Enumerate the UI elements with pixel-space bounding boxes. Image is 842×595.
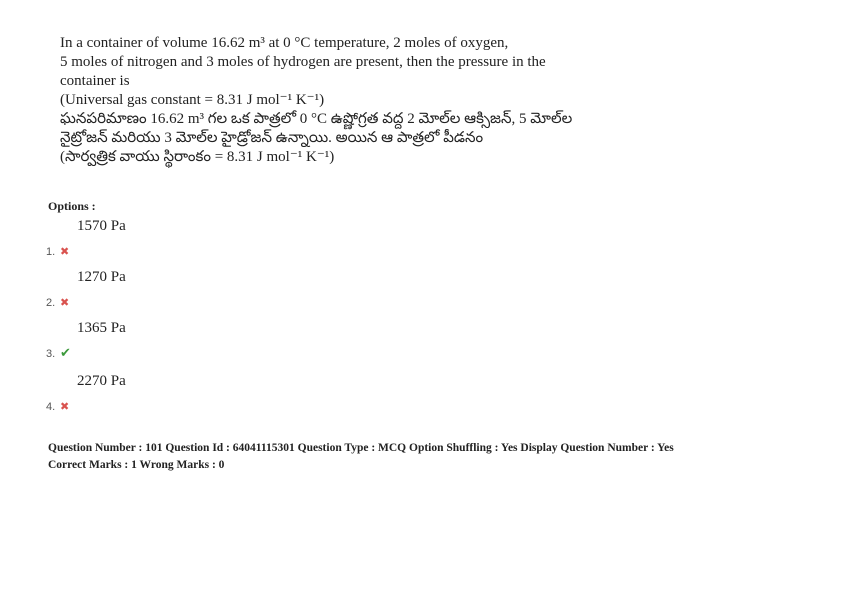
option-number: 4. xyxy=(46,401,56,413)
option-text: 1270 Pa xyxy=(77,269,126,285)
option-3[interactable] xyxy=(46,320,346,360)
option-4[interactable] xyxy=(46,373,346,413)
option-text: 1365 Pa xyxy=(77,320,126,336)
question-meta xyxy=(48,440,674,474)
options-label: Options : xyxy=(48,199,96,213)
question-block xyxy=(60,34,600,167)
cross-icon: ✖ xyxy=(60,296,70,309)
question-line-te-3: (సార్వత్రిక వాయు స్థిరాంకం = 8.31 J mol⁻¹ K⁻¹) xyxy=(60,149,335,165)
question-meta-line-1: Question Number : 101 Question Id : 64041115301 Question Type : MCQ Option Shuffling : Yes Display Question Number : Yes xyxy=(48,442,674,454)
question-line-en-2: 5 moles of nitrogen and 3 moles of hydrogen are present, then the pressure in the xyxy=(60,54,546,70)
option-number: 2. xyxy=(46,297,56,309)
question-line-te-1: ఘనపరిమాణం 16.62 m³ గల ఒక పాత్రలో 0 °C ఉష్ణోగ్రత వద్ద 2 మోల్‌ల ఆక్సిజన్, 5 మోల్‌ల xyxy=(60,111,573,127)
question-line-en-3: container is xyxy=(60,73,130,89)
option-number: 1. xyxy=(46,246,56,258)
option-number: 3. xyxy=(46,348,56,360)
question-line-en-1: In a container of volume 16.62 m³ at 0 °C temperature, 2 moles of oxygen, xyxy=(60,35,509,51)
cross-icon: ✖ xyxy=(60,400,70,413)
question-line-en-4: (Universal gas constant = 8.31 J mol⁻¹ K⁻¹) xyxy=(60,92,325,108)
question-meta-line-2: Correct Marks : 1 Wrong Marks : 0 xyxy=(48,459,225,471)
check-icon: ✔ xyxy=(60,346,71,361)
cross-icon: ✖ xyxy=(60,245,70,258)
option-2[interactable] xyxy=(46,269,346,309)
option-1[interactable] xyxy=(46,218,346,258)
option-text: 1570 Pa xyxy=(77,218,126,234)
question-line-te-2: నైట్రోజన్ మరియు 3 మోల్‌ల హైడ్రోజన్ ఉన్నాయి. అయిన ఆ పాత్రలో పీడనం xyxy=(60,130,484,146)
option-text: 2270 Pa xyxy=(77,373,126,389)
